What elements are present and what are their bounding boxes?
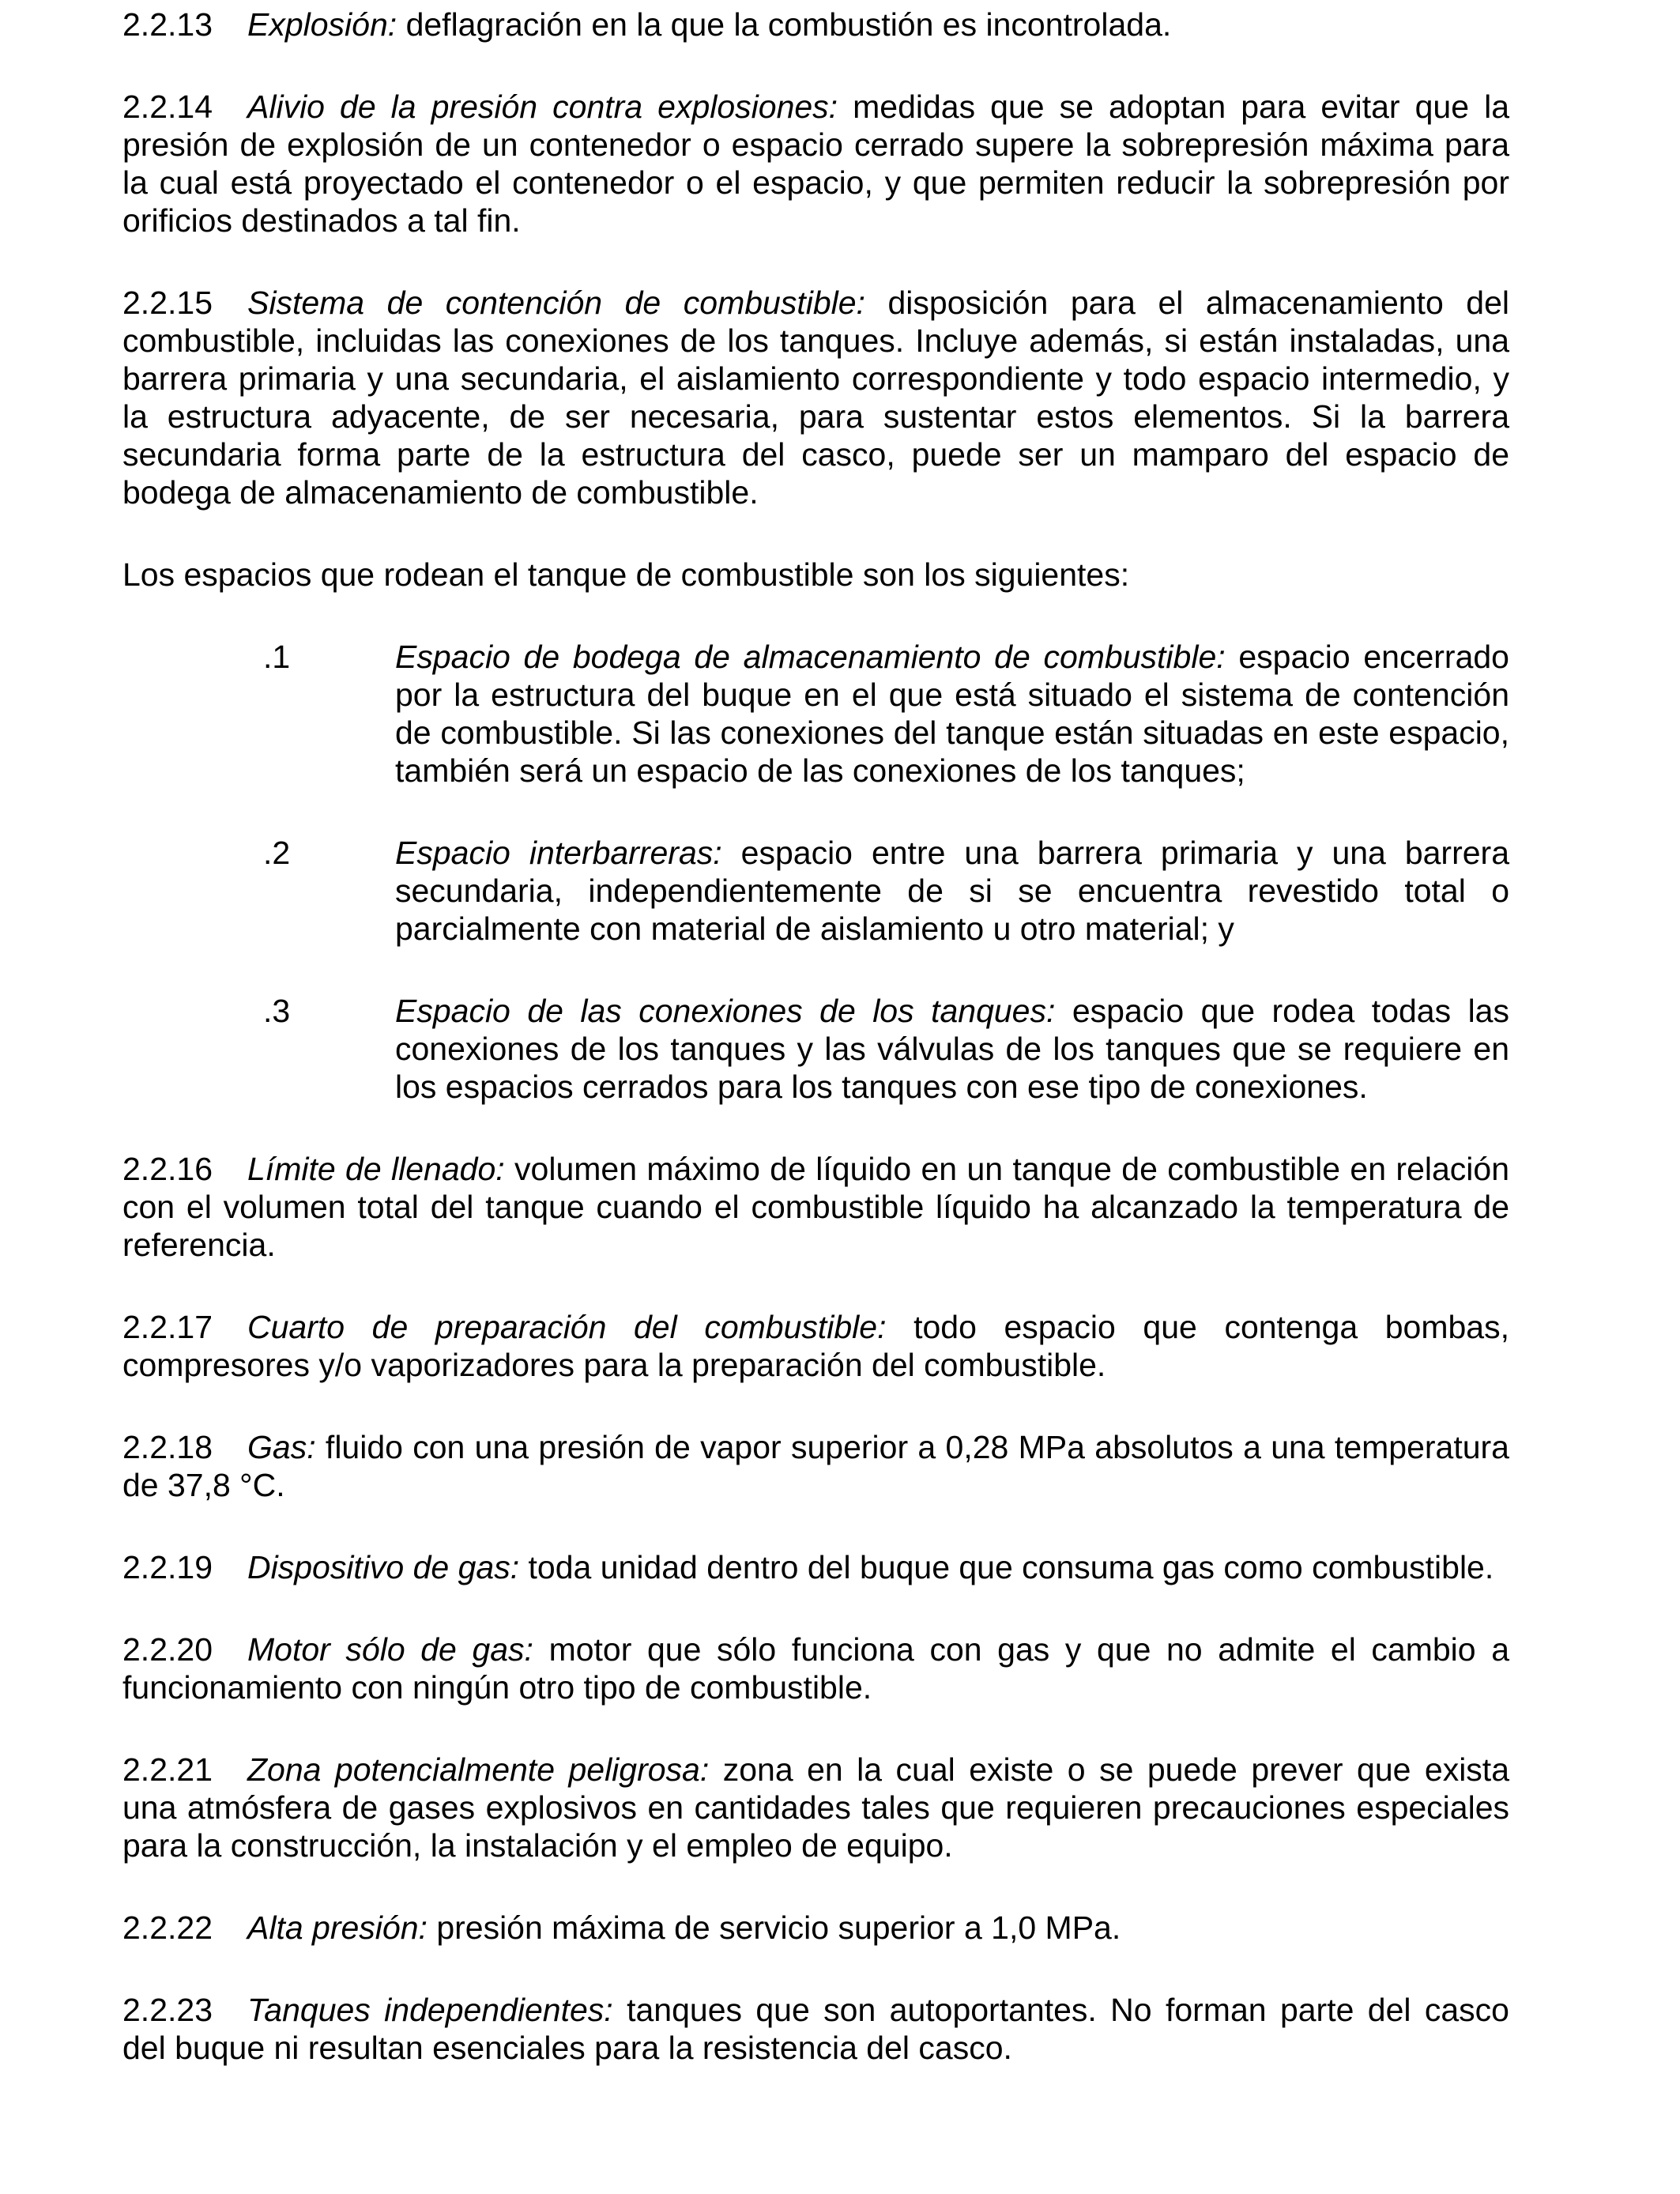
- definition-term: Alta presión:: [247, 1909, 428, 1946]
- definition-text: volumen máximo de líquido en un tanque de combustible en relación con el volumen total del tanque cuando el combustible líquido ha alcanzado la temperatura de referencia.: [122, 1151, 1509, 1263]
- definition-text: todo espacio que contenga bombas, compresores y/o vaporizadores para la preparación del combustible.: [122, 1309, 1510, 1383]
- definition-number: 2.2.19: [122, 1549, 213, 1585]
- definition-number: 2.2.16: [122, 1151, 213, 1187]
- definition-term: Tanques independientes:: [247, 1992, 613, 2028]
- definition-number: 2.2.22: [122, 1909, 213, 1946]
- definition-term: Límite de llenado:: [247, 1151, 505, 1187]
- definition-number: 2.2.17: [122, 1309, 213, 1345]
- definition-term: Sistema de contención de combustible:: [247, 285, 865, 321]
- definition-paragraph: [122, 1991, 1509, 2067]
- list-item-text: espacio que rodea todas las conexiones de los tanques y las válvulas de los tanques que se requiere en los espacios cerrados para los tanques con ese tipo de conexiones.: [395, 993, 1509, 1105]
- definition-paragraph: [122, 88, 1509, 239]
- list-item-body: [395, 638, 1509, 790]
- definition-term: Cuarto de preparación del combustible:: [247, 1309, 887, 1345]
- list-item-body: [395, 992, 1509, 1106]
- definition-text: presión máxima de servicio superior a 1,0 MPa.: [436, 1909, 1121, 1946]
- definition-paragraph: [122, 1548, 1509, 1586]
- definition-paragraph: [122, 1751, 1509, 1864]
- definition-term: Gas:: [247, 1429, 316, 1465]
- definition-paragraph: [122, 1909, 1509, 1947]
- definition-number: 2.2.21: [122, 1751, 213, 1788]
- definition-paragraph: [122, 1630, 1509, 1706]
- list-item-term: Espacio de bodega de almacenamiento de combustible:: [395, 639, 1226, 675]
- list-item: [263, 638, 1509, 790]
- list-item-term: Espacio interbarreras:: [395, 835, 722, 871]
- definition-text: medidas que se adoptan para evitar que la presión de explosión de un contenedor o espacio cerrado supere la sobrepresión máxima para la cual está proyectado el contenedor o el espacio, y que permiten reducir la sobrepresión por orificios destinados a tal fin.: [122, 89, 1509, 239]
- list-item-number: .1: [263, 639, 291, 675]
- definition-text: disposición para el almacenamiento del combustible, incluidas las conexiones de los tanques. Incluye además, si están instaladas, una barrera primaria y una secundaria, el aislamiento correspondiente y todo espacio intermedio, y la estructura adyacente, de ser necesaria, para sustentar estos elementos. Si la barrera secundaria forma parte de la estructura del casco, puede ser un mamparo del espacio de bodega de almacenamiento de combustible.: [122, 285, 1510, 511]
- definition-text: deflagración en la que la combustión es incontrolada.: [405, 6, 1172, 43]
- list-item-text: espacio encerrado por la estructura del buque en el que está situado el sistema de contención de combustible. Si las conexiones del tanque están situadas en este espacio, también será un espacio de las conexiones de los tanques;: [395, 639, 1509, 789]
- definition-term: Explosión:: [247, 6, 397, 43]
- definition-term: Alivio de la presión contra explosiones:: [247, 89, 838, 125]
- definition-text: tanques que son autoportantes. No forman parte del casco del buque ni resultan esenciales para la resistencia del casco.: [122, 1992, 1509, 2066]
- list-item: [263, 992, 1509, 1106]
- list-item: [263, 834, 1509, 948]
- definition-paragraph: [122, 1428, 1509, 1504]
- list-item-text: espacio entre una barrera primaria y una barrera secundaria, independientemente de si se encuentra revestido total o parcialmente con material de aislamiento u otro material; y: [395, 835, 1509, 947]
- definition-number: 2.2.23: [122, 1992, 213, 2028]
- list-intro-paragraph: Los espacios que rodean el tanque de combustible son los siguientes:: [122, 556, 1130, 593]
- definition-text: zona en la cual existe o se puede prever que exista una atmósfera de gases explosivos en cantidades tales que requieren precauciones especiales para la construcción, la instalación y el empleo de equipo.: [122, 1751, 1509, 1864]
- document-body: [122, 6, 1509, 2111]
- definition-text: fluido con una presión de vapor superior a 0,28 MPa absolutos a una temperatura de 37,8 °C.: [122, 1429, 1509, 1503]
- list-item-number: .3: [263, 993, 291, 1029]
- definition-text: toda unidad dentro del buque que consuma gas como combustible.: [528, 1549, 1494, 1585]
- list-item-body: [395, 834, 1509, 948]
- definition-number: 2.2.18: [122, 1429, 213, 1465]
- definition-term: Motor sólo de gas:: [247, 1631, 533, 1668]
- definition-paragraph: [122, 6, 1509, 43]
- definition-paragraph: [122, 1308, 1509, 1384]
- definition-term: Zona potencialmente peligrosa:: [247, 1751, 710, 1788]
- definition-number: 2.2.15: [122, 285, 213, 321]
- definition-term: Dispositivo de gas:: [247, 1549, 520, 1585]
- definition-number: 2.2.20: [122, 1631, 213, 1668]
- definition-paragraph: [122, 284, 1509, 511]
- definition-text: motor que sólo funciona con gas y que no admite el cambio a funcionamiento con ningún otro tipo de combustible.: [122, 1631, 1509, 1706]
- definition-paragraph: [122, 1150, 1509, 1264]
- list-item-term: Espacio de las conexiones de los tanques:: [395, 993, 1056, 1029]
- definition-number: 2.2.13: [122, 6, 213, 43]
- list-item-number: .2: [263, 835, 291, 871]
- definition-number: 2.2.14: [122, 89, 213, 125]
